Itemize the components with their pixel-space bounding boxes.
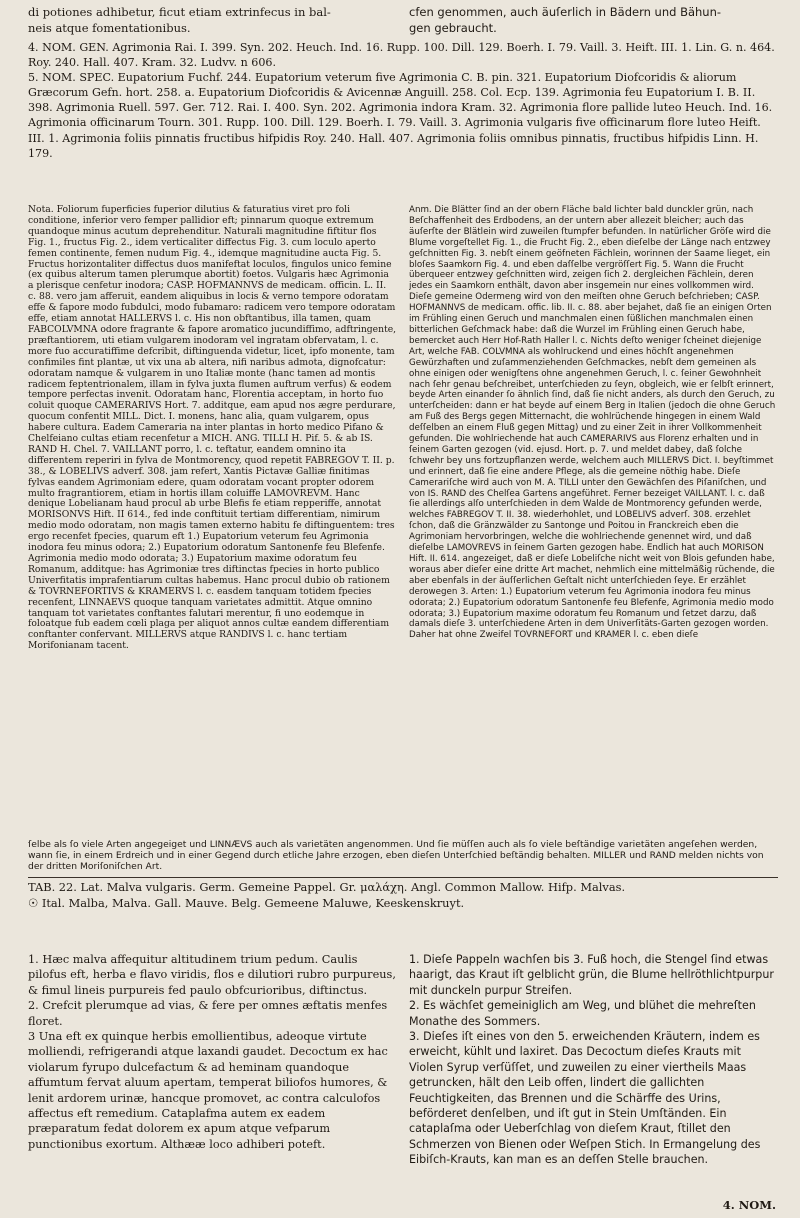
malva-description xyxy=(28,952,778,1202)
german-note-continuation: ſelbe als ſo viele Arten angegeiget und LINNÆVS auch als varietäten angenommen. Und ſie müſſen auch als ſo viele beſtändige varietäten angeſehen werden, wann ſie, in einem Erdreich und in einer Gegend durch etliche Jahre erzogen, eben dieſen Unterſchied beſtändig behalten. MILLER und RAND melden nichts von der dritten Moriſoniſchen Art. xyxy=(28,840,764,872)
notes-columns xyxy=(28,205,778,840)
latin-note: Nota. Foliorum fuperficies fuperior dilutius & faturatius viret pro foli conditione, inferior vero femper pallidior eft; pinnarum quoque extremum quandoque minus acutum deprehenditur. Naturali magnitudine fiftitur flos Fig. 1., fructus Fig. 2., idem verticaliter diffectus Fig. 3. cum loculo aperto femen continente, femen nudum Fig. 4., idemque magnitudine aucta Fig. 5. Fructus horizontaliter diffectus duos manifeftat loculos, fingulos unico femine (ex quibus alterum tamen plerumque abortit) foetos. Vulgaris hæc Agrimonia a plerisque cenfetur inodora; CASP. HOFMANNVS de medicam. officin. L. II. c. 88. vero jam afferuit, eandem aliquibus in locis & verno tempore odoratam effe & fapore modo fubdulci, modo fubamaro: radicem vero tempore odoratam effe, etiam annotat HALLERVS l. c. His non obftantibus, illa tamen, quam FABCOLVMNA odore fragrante & fapore aromatico jucundiffimo, adftringente, præftantiorem, uti etiam vulgarem inodoram vel ingratam obfervatam, l. c. more fuo accuratiffime defcribit, diftinguenda videtur, licet, ipfo monente, tam confimiles fint plantæ, ut vix una ab altera, nifi naribus admota, dignofcatur: odoratam namque & vulgarem in uno Italiæ monte (hanc tamen ad montis radicem feptentrionalem, illam in fylva juxta flumen auftrum verfus) & eodem tempore perfectas invenit. Odoratam hanc, Florentia acceptam, in horto fuo coluit quoque CAMERARIVS Hort. 7. additque, eam apud nos ægre perdurare, quocum confentit MILL. Dict. I. monens, hanc alia, quam vulgarem, opus habere cultura. Eadem Cameraria na inter plantas in horto medico Pifano & Chelfeiano cultas etiam recenfetur a MICH. ANG. TILLI H. Pif. 5. & ab IS. RAND H. Chel. 7. VAILLANT porro, l. c. teftatur, eandem omnino ita differentem reperiri in fylva de Montmorency, quod repetit FABREGOV T. II. p. 38., & LOBELIVS adverf. 308. jam refert, Xantis Pictavæ Galliæ finitimas fylvas eandem Agrimoniam edere, quam odoratam vocant propter odorem multo fragrantiorem, etiam in hortis illam coluiffe LAMOVREVM. Hanc denique Lobelianam haud procul ab urbe Blefis fe etiam repperiffe, annotat MORISONVS Hift. II 614., fed inde conftituit tertiam differentiam, nimirum medio modo odoratam, non magis tamen externo habitu fe diftinguentem: tres ergo recenfet fpecies, quarum eft 1.) Eupatorium veterum feu Agrimonia inodora feu minus odora; 2.) Eupatorium odoratum Santonenfe feu Blefenfe. Agrimonia medio modo odorata; 3.) Eupatorium maxime odoratum feu Romanum, additque: has Agrimoniæ tres diftinctas fpecies in horto publico Univerfitatis imprafentiarum cultas habemus. Hanc procul dubio ob rationem & TOVRNEFORTIVS & KRAMERVS l. c. easdem tanquam totidem fpecies recenfent, LINNAEVS quoque tanquam varietates admittit. Atque omnino tanquam tot varietates conftantes falutari merentur, fi uno eodemque in foloatque fub eadem cœli plaga per aliquot annos cultæ eandem differentiam conftanter confervant. MILLERVS atque RANDIVS l. c. hanc tertiam Morifonianam tacent. xyxy=(28,205,397,652)
plate-heading: TAB. 22. Lat. Malva vulgaris. Germ. Gemeine Pappel. Gr. μαλάχη. Angl. Common Mallow. Hifp. Malvas. ☉ Ital. Malba, Malva. Gall. Mauve. Belg. Gemeene Maluwe, Keeskenskruyt. xyxy=(28,880,626,910)
catchword: 4. NOM. xyxy=(722,1198,776,1212)
top-latin-text: di potiones adhibetur, ficut etiam extrinfecus in bal- neis atque fomentationibus. xyxy=(28,5,331,35)
malva-latin-text: 1. Hæc malva affequitur altitudinem trium pedum. Caulis pilofus eft, herba e flavo viridis, flos e dilutiori rubro purpureus, & fimul lineis purpureis fed paulo obfcurioribus, diftinctus. 2. Crefcit plerumque ad vias, & fere per omnes æftatis menfes floret. 3 Una eft ex quinque herbis emollientibus, adeoque virtute molliendi, refrigerandi atque laxandi gaudet. Decoctum ex hac violarum fyrupo dulcefactum & ad heminam quandoque affumtum fervat aluum apertam, temperat biliofos humores, & lenit ardorem urinæ, hancque promovet, ac contra calculofos affectus eft remedium. Cataplafma autem ex eadem præparatum fedat dolorem ex apum atque vefparum punctionibus exortum. Althææ loco adhiberi poteft. xyxy=(28,953,396,1151)
malva-german-text: 1. Dieſe Pappeln wachſen bis 3. Fuß hoch, die Stengel ſind etwas haarigt, das Kraut iſt gelblicht grün, die Blume hellröthlichtpurpur mit dunckeln purpur Streifen. 2. Es wächſet gemeiniglich am Weg, und blühet die mehreſten Monathe des Sommers. 3. Dieſes iſt eines von den 5. erweichenden Kräutern, indem es erweicht, kühlt und laxiret. Das Decoctum dieſes Krauts mit Violen Syrup verſüſſet, und zuweilen zu einer viertheils Maas getruncken, hält den Leib offen, lindert die gallichten Feuchtigkeiten, das Brennen und die Schärffe des Urins, beförderet denſelben, und iſt gut in Stein Umſtänden. Ein cataplaſma oder Ueberſchlag von dieſem Kraut, ſtillet den Schmerzen von Bienen oder Weſpen Stich. In Ermangelung des Eibiſch-Krauts, kan man es an deſſen Stelle brauchen. xyxy=(409,953,774,1167)
top-row xyxy=(28,4,778,40)
top-german-text: cfen genommen, auch äuſerlich in Bädern und Bähun- gen gebraucht. xyxy=(409,5,722,35)
german-note: Anm. Die Blätter ſind an der obern Fläche bald lichter bald dunckler grün, nach Beſchaffenheit des Erdbodens, an der untern aber allezeit bleicher; auch das äuſerſte der Blätlein wird zuweilen ſtumpfer befunden. In natürlicher Gröſe wird die Blume vorgeſtellet Fig. 1., die Frucht Fig. 2., eben dieſelbe der Länge nach entzwey geſchnitten Fig. 3. nebſt einem geöfneten Fächlein, worinnen der Saame lieget, ein bloſes Saamkorn Fig. 4. und eben daſſelbe vergröſſert Fig. 5. Wann die Frucht überqueer entzwey geſchnitten wird, zeigen ſich 2. dergleichen Fächlein, deren jedes ein Saamkorn enthält, davon aber insgemein nur eines vollkommen wird. Dieſe gemeine Odermeng wird von den meiſten ohne Geruch beſchrieben; CASP. HOFMANNVS de medicam. offic. lib. II. c. 88. aber bejahet, daß ſie an einigen Orten im Frühling einen Geruch und manchmalen einen ſüßlichen manchmalen einen bitterlichen Geſchmack habe: daß die Wurzel im Frühling einen Geruch habe, bemercket auch Herr Hof-Rath Haller l. c. Nichts deſto weniger ſcheinet diejenige Art, welche FAB. COLVMNA als wohlruckend und eines höchſt angenehmen Gewürzhaften und zuſammenziehenden Geſchmackes, nebſt dem gemeinen als ohne einigen oder wenigſtens ohne angenehmen Geruch, l. c. ſeiner Gewohnheit nach ſehr genau beſchreibet, unterſchieden zu ſeyn, obgleich, wie er ſelbſt erinnert, beyde Arten einander ſo ähnlich ſind, daß ſie nicht anders, als durch den Geruch, zu unterſcheiden: dann er hat beyde auf einem Berg in Italien (jedoch die ohne Geruch am Fuß des Bergs gegen Mitternacht, die wohlrüchende hingegen in einem Wald deſſelben an einem Fluß gegen Mittag) und zu einer Zeit in ihrer Vollkommenheit gefunden. Die wohlriechende hat auch CAMERARIVS aus Florenz erhalten und in ſeinem Garten gezogen (vid. ejusd. Hort. p. 7. und meldet dabey, daß ſolche ſchwehr bey uns fortzupflanzen werde, welchem auch MILLERVS Dict. I. beyſtimmet und erinnert, daß ſie eine andere Pflege, als die gemeine nöthig habe. Dieſe Camerariſche wird auch von M. A. TILLI unter den Gewächſen des Piſaniſchen, und von IS. RAND des Chelſea Gartens angeführet. Ferner bezeiget VAILLANT. l. c. daß ſie allerdings alſo unterſchieden in dem Walde de Montmorency gefunden werde, welches FABREGOV T. II. 38. wiederhohlet, und LOBELIVS adverſ. 308. erzehlet ſchon, daß die Gränzwälder zu Santonge und Poitou in Franckreich eben die Agrimoniam hervorbringen, welche die wohlriechende genennet wird, und daß dieſelbe LAMOVREVS in ſeinem Garten gezogen habe. Endlich hat auch MORISON Hift. II. 614. angezeiget, daß er dieſe Lobeliſche nicht weit von Blois gefunden habe, woraus aber dieſer eine dritte Art machet, nehmlich eine mittelmäßig rüchende, die aber ebenfals in der äuſſerlichen Geſtalt nicht unterſchieden ſeye. Er erzählet derowegen 3. Arten: 1.) Eupatorium veterum feu Agrimonia inodora feu minus odorata; 2.) Eupatorium odoratum Santonenfe feu Blefenfe, Agrimonia medio modo odorata; 3.) Eupatorium maxime odoratum feu Romanum und ſetzet darzu, daß damals dieſe 3. unterſchiedene Arten in dem Univerſitäts-Garten gezogen worden. Daher hat ohne Zweifel TOVRNEFORT und KRAMER l. c. eben dieſe xyxy=(409,205,776,641)
section-divider xyxy=(28,877,778,878)
nomenclature-references: 4. NOM. GEN. Agrimonia Rai. I. 399. Syn. 202. Heuch. Ind. 16. Rupp. 100. Dill. 129. Boerh. I. 79. Vaill. 3. Heift. III. 1. Lin. G. n. 464. Roy. 240. Hall. 407. Kram. 32. Ludvv. n 606. 5. NOM. SPEC. Eupatorium Fuchf. 244. Eupatorium veterum five Agrimonia C. B. pin. 321. Eupatorium Diofcoridis & aliorum Græcorum Gefn. hort. 258. a. Eupatorium Diofcoridis & Avicennæ Anguill. 258. Col. Ecp. 139. Agrimonia feu Eupatorium I. B. II. 398. Agrimonia Ruell. 597. Ger. 712. Rai. I. 400. Syn. 202. Agrimonia indora Kram. 32. Agrimonia flore pallide luteo Heuch. Ind. 16. Agrimonia officinarum Tourn. 301. Rupp. 100. Dill. 129. Boerh. I. 79. Vaill. 3. Agrimonia vulgaris five officinarum flore luteo Heift. III. 1. Agrimonia foliis pinnatis fructibus hifpidis Roy. 240. Hall. 407. Agrimonia foliis omnibus pinnatis, fructibus hifpidis Linn. H. 179. xyxy=(28,41,775,160)
